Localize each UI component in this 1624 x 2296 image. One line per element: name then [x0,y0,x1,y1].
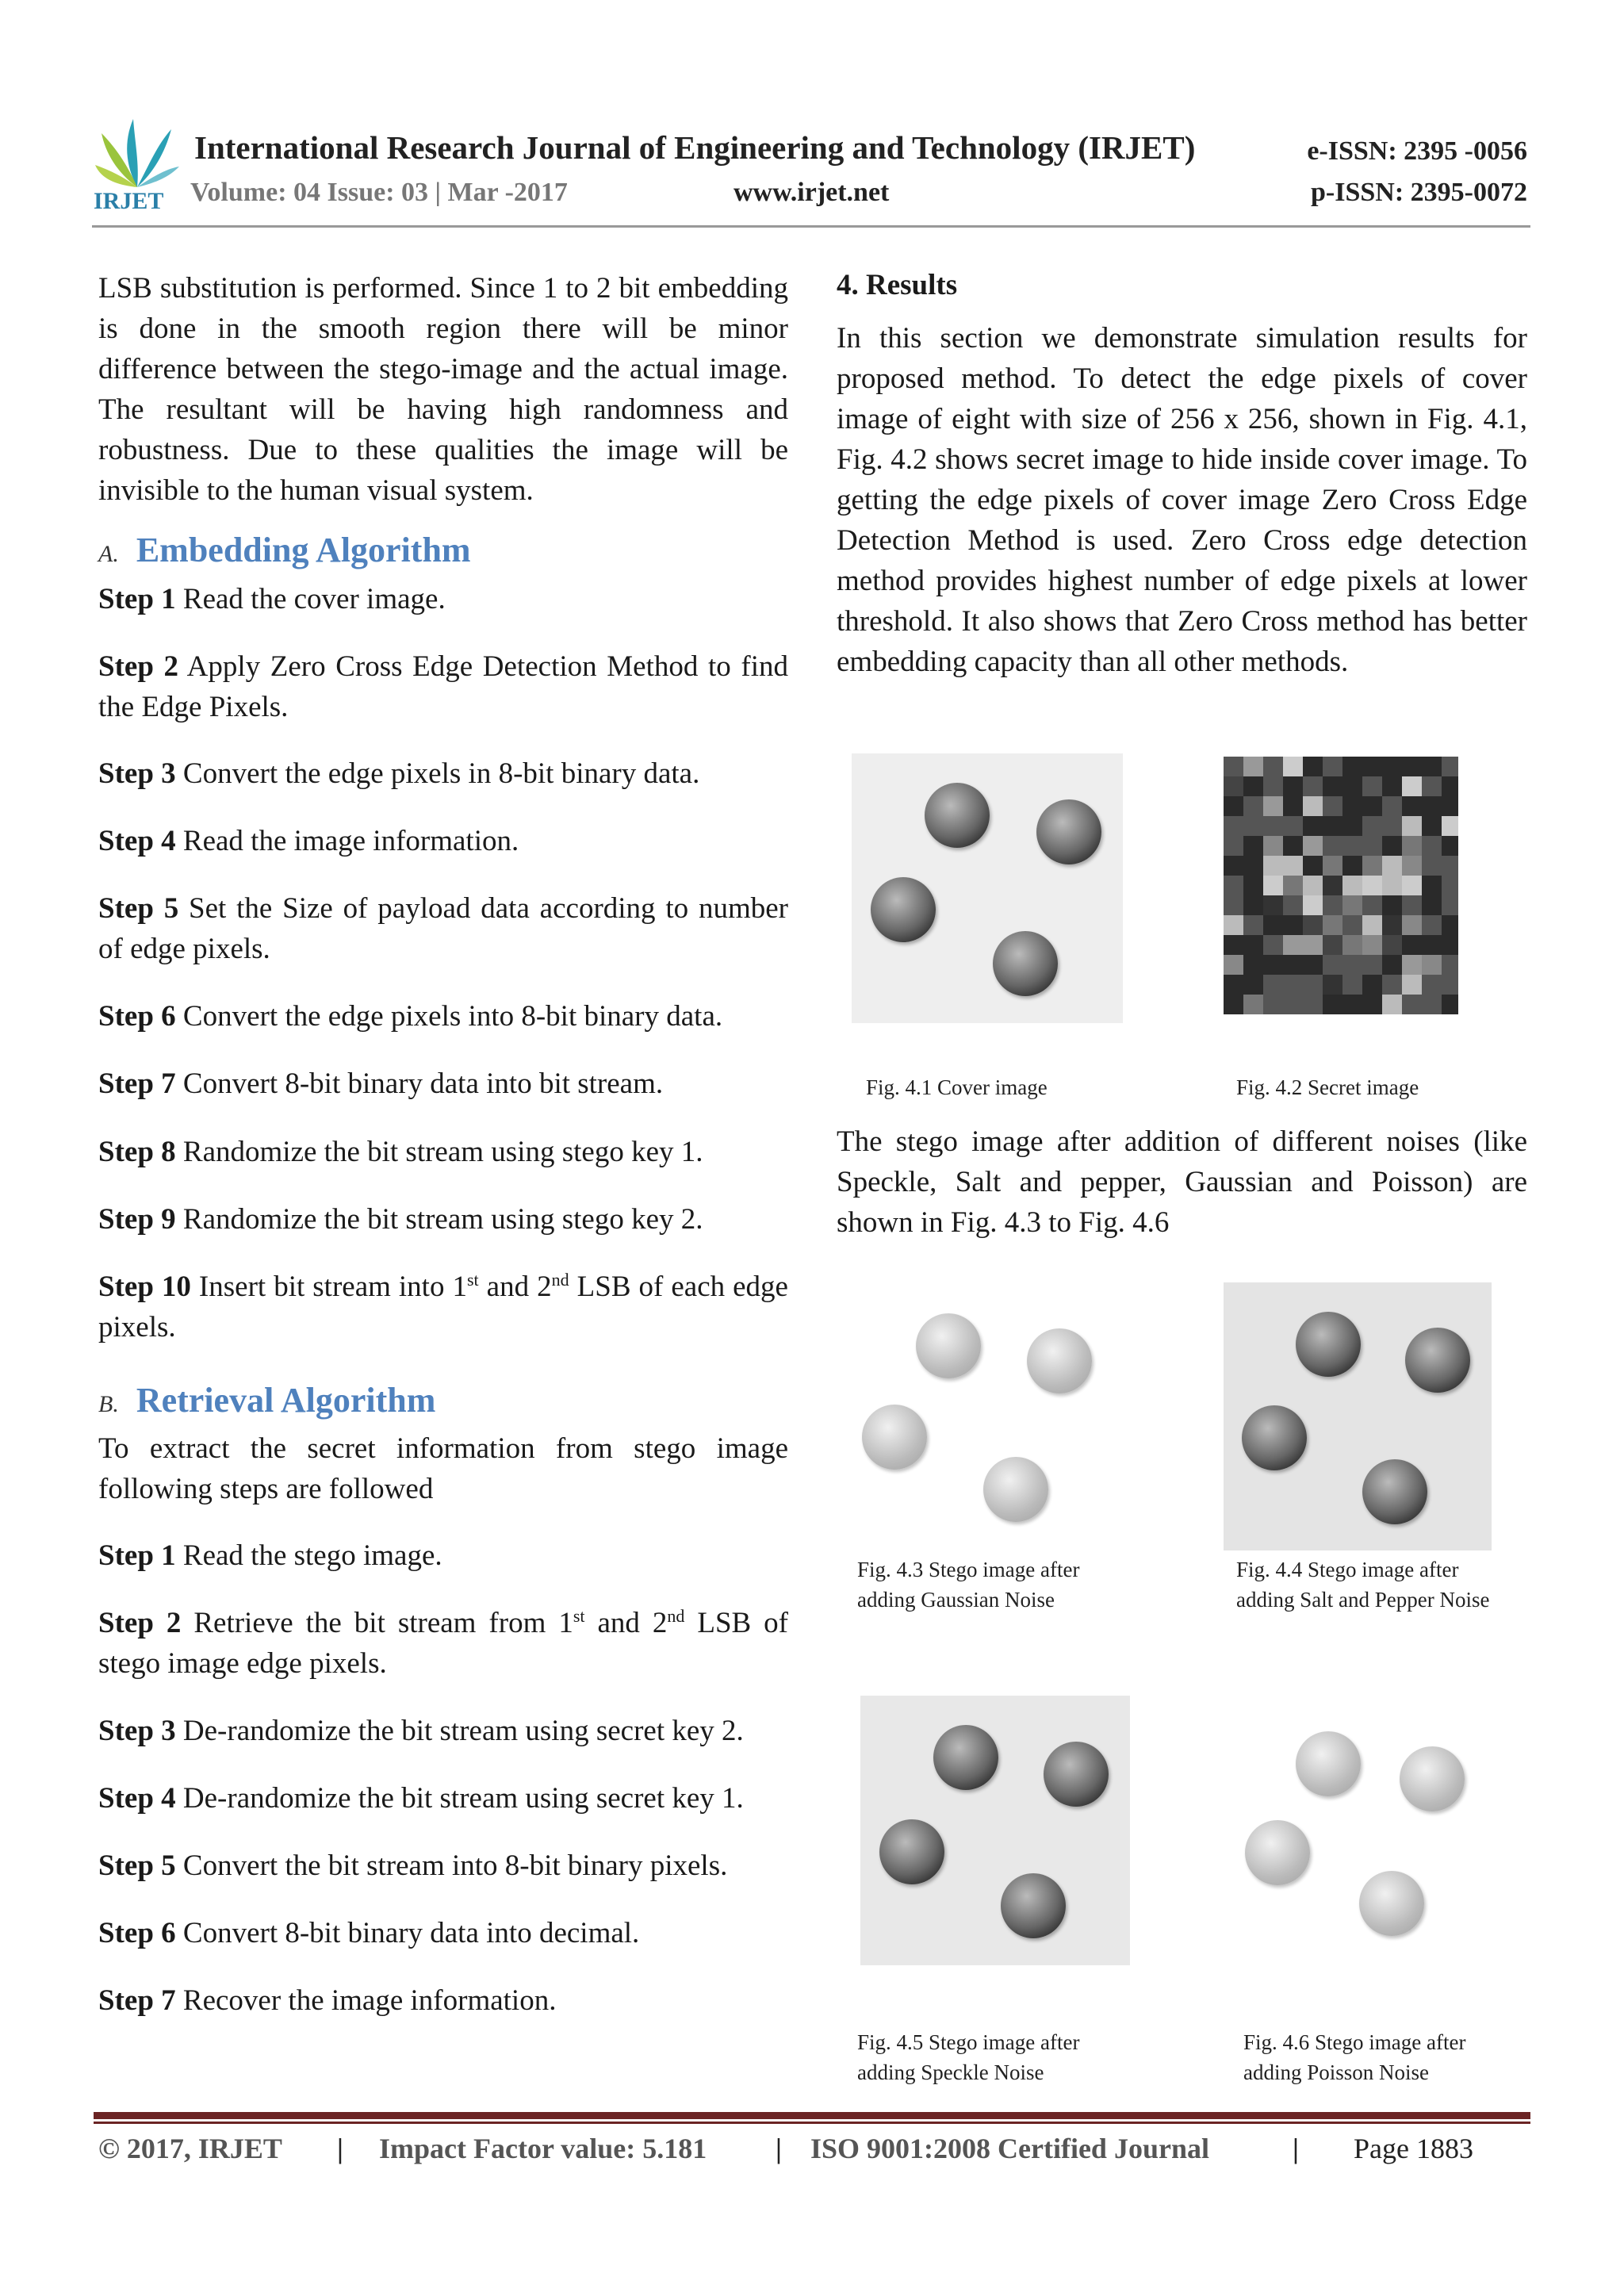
secret-pixel-block [1402,816,1422,836]
fig-4-3-caption: Fig. 4.3 Stego image after adding Gaussian Noise [857,1558,1080,1612]
secret-pixel-block [1283,856,1303,876]
secret-pixel-block [1342,975,1362,995]
coin [983,1457,1048,1522]
secret-pixel-block [1402,995,1422,1014]
section-letter: A. [98,541,119,567]
secret-pixel-block [1342,776,1362,796]
step-text: De-randomize the bit stream using secret key 1. [175,1782,744,1815]
secret-pixel-block [1402,876,1422,895]
coin [1296,1731,1361,1796]
secret-pixel-block [1263,836,1283,856]
secret-pixel-block [1422,915,1442,935]
secret-pixel-block [1342,895,1362,915]
algorithm-step [98,579,788,619]
secret-pixel-block [1342,995,1362,1014]
secret-pixel-block [1422,796,1442,816]
coin [879,1819,944,1884]
coin [1036,799,1101,864]
coin [933,1725,998,1790]
secret-pixel-block [1224,935,1243,955]
secret-pixel-block [1382,975,1402,995]
secret-pixel-block [1442,955,1458,975]
secret-pixel-block [1402,856,1422,876]
volume-issue: Volume: 04 Issue: 03 | Mar -2017 [190,178,568,207]
secret-pixel-block [1362,856,1382,876]
secret-pixel-block [1442,757,1458,776]
secret-pixel-block [1402,836,1422,856]
secret-pixel-block [1342,757,1362,776]
secret-pixel-block [1283,935,1303,955]
secret-pixel-block [1224,975,1243,995]
algorithm-step [98,1267,788,1347]
section-letter: B. [98,1391,119,1417]
secret-pixel-block [1263,955,1283,975]
step-text: Read the cover image. [175,583,446,615]
algorithm-step [98,1199,788,1240]
step-text: Convert 8-bit binary data into bit stream. [175,1068,664,1100]
secret-pixel-block [1303,975,1323,995]
secret-pixel-block [1243,876,1263,895]
secret-pixel-block [1283,836,1303,856]
secret-pixel-block [1263,895,1283,915]
secret-pixel-block [1263,876,1283,895]
secret-pixel-block [1382,776,1402,796]
step-text: Set the Size of payload data according to number of edge pixels. [98,892,788,965]
secret-pixel-block [1283,915,1303,935]
secret-pixel-block [1382,876,1402,895]
algorithm-step [98,888,788,969]
step-text: LSB of stego image edge pixels. [98,1607,788,1680]
embedding-heading [98,530,788,570]
secret-pixel-block [1382,816,1402,836]
secret-pixel-block [1224,955,1243,975]
step-label: Step 1 [98,1539,176,1572]
secret-pixel-block [1442,816,1458,836]
secret-pixel-block [1442,915,1458,935]
fig-4-1-caption: Fig. 4.1 Cover image [866,1075,1048,1099]
secret-pixel-block [1362,776,1382,796]
secret-pixel-block [1442,995,1458,1014]
step-text: LSB of each edge pixels. [98,1271,788,1343]
intro-paragraph: LSB substitution is performed. Since 1 to 2 bit embedding is done in the smooth region there will be minor difference between the stego-image and the actual image. The resultant will be having high randomness and robustness. Due to these qualities the image will be invisible to the human visual system. [98,272,788,507]
coin [1245,1820,1310,1885]
secret-pixel-block [1283,955,1303,975]
secret-pixel-block [1342,796,1362,816]
logo-text: IRJET [94,188,164,214]
step-text: Convert 8-bit binary data into decimal. [175,1917,640,1949]
journal-title: International Research Journal of Engineering and Technology (IRJET) [194,129,1196,166]
fig-4-2-secret-image [1224,757,1458,1014]
step-text: Apply Zero Cross Edge Detection Method to find the Edge Pixels. [98,650,788,723]
irjet-logo [94,117,181,213]
footer-impact-factor: Impact Factor value: 5.181 [379,2133,707,2164]
secret-pixel-block [1402,895,1422,915]
secret-pixel-block [1362,915,1382,935]
secret-pixel-block [1442,895,1458,915]
step-label: Step 3 [98,757,176,790]
secret-pixel-block [1243,895,1263,915]
footer-separator: | [337,2133,343,2164]
footer-separator: | [776,2133,782,2164]
footer-copyright: © 2017, IRJET [98,2133,282,2164]
secret-pixel-block [1442,796,1458,816]
secret-pixel-block [1283,876,1303,895]
secret-pixel-block [1224,757,1243,776]
secret-pixel-block [1243,757,1263,776]
secret-pixel-block [1342,915,1362,935]
footer-separator: | [1293,2133,1299,2164]
footer-iso: ISO 9001:2008 Certified Journal [810,2133,1209,2164]
step-label: Step 7 [98,1068,176,1100]
secret-pixel-block [1323,757,1342,776]
superscript: nd [551,1269,569,1290]
secret-pixel-block [1382,955,1402,975]
secret-pixel-block [1303,955,1323,975]
secret-pixel-block [1263,776,1283,796]
fig-4-6-caption: Fig. 4.6 Stego image after adding Poisson Noise [1243,2030,1466,2084]
noise-paragraph: The stego image after addition of different noises (like Speckle, Salt and pepper, Gaussian and Poisson) are shown in Fig. 4.3 to Fig. 4.6 [837,1125,1527,1239]
secret-pixel-block [1243,915,1263,935]
secret-pixel-block [1243,776,1263,796]
step-text: Retrieve the bit stream from 1 [181,1607,573,1639]
fig-4-4-salt-pepper-image [1224,1282,1492,1550]
step-label: Step 8 [98,1136,176,1168]
secret-pixel-block [1303,895,1323,915]
secret-pixel-block [1342,856,1362,876]
coin [1359,1871,1424,1936]
fig-4-2-caption: Fig. 4.2 Secret image [1236,1075,1419,1099]
algorithm-step [98,996,788,1037]
secret-pixel-block [1224,915,1243,935]
coin [1405,1328,1470,1393]
secret-pixel-block [1422,776,1442,796]
secret-pixel-block [1323,995,1342,1014]
secret-pixel-block [1303,856,1323,876]
secret-pixel-block [1263,935,1283,955]
secret-pixel-block [1323,955,1342,975]
algorithm-step [98,646,788,727]
secret-pixel-block [1243,955,1263,975]
secret-pixel-block [1422,757,1442,776]
secret-pixel-block [1263,856,1283,876]
secret-pixel-block [1283,776,1303,796]
algorithm-step [98,753,788,794]
secret-pixel-block [1323,935,1342,955]
secret-pixel-block [1303,836,1323,856]
secret-pixel-block [1442,776,1458,796]
secret-pixel-block [1224,816,1243,836]
algorithm-step [98,1711,788,1751]
secret-pixel-block [1442,935,1458,955]
logo-leaves-icon [94,117,181,189]
secret-pixel-block [1224,776,1243,796]
step-text: De-randomize the bit stream using secret key 2. [175,1715,744,1747]
secret-pixel-block [1243,796,1263,816]
fig-4-5-speckle-image [860,1696,1130,1965]
superscript: nd [667,1605,685,1626]
secret-pixel-block [1283,975,1303,995]
results-paragraph: In this section we demonstrate simulation results for proposed method. To detect the edge pixels of cover image of eight with size of 256 x 256, shown in Fig. 4.1, Fig. 4.2 shows secret image to hide inside cover image. To getting the edge pixels of cover image Zero Cross Edge Detection Method is used. Zero Cross edge detection method provides highest number of edge pixels at lower threshold. It also shows that Zero Cross method has better embedding capacity than all other methods. [837,322,1527,678]
secret-pixel-block [1323,895,1342,915]
section-title: Embedding Algorithm [136,531,471,569]
p-issn: p-ISSN: 2395-0072 [1311,178,1527,207]
retrieval-intro: To extract the secret information from stego image following steps are followed [98,1432,788,1505]
secret-pixel-block [1303,776,1323,796]
step-label: Step 5 [98,1849,176,1882]
step-text: Insert bit stream into 1 [190,1271,467,1303]
footer-rule-thin [94,2122,1530,2124]
secret-pixel-block [1382,935,1402,955]
secret-pixel-block [1243,816,1263,836]
secret-pixel-block [1382,836,1402,856]
secret-pixel-block [1362,975,1382,995]
step-text: Randomize the bit stream using stego key 2. [175,1203,703,1236]
secret-pixel-block [1422,876,1442,895]
step-label: Step 6 [98,1000,176,1033]
secret-pixel-block [1243,836,1263,856]
algorithm-step [98,1980,788,2021]
secret-pixel-block [1362,757,1382,776]
secret-pixel-block [1362,876,1382,895]
algorithm-step [98,1778,788,1819]
website-link[interactable]: www.irjet.net [733,178,890,207]
secret-pixel-block [1422,935,1442,955]
secret-pixel-block [1402,915,1422,935]
algorithm-step [98,1913,788,1953]
secret-pixel-block [1323,776,1342,796]
secret-pixel-block [1362,816,1382,836]
secret-pixel-block [1422,836,1442,856]
secret-pixel-block [1243,995,1263,1014]
secret-pixel-block [1342,836,1362,856]
secret-pixel-block [1323,975,1342,995]
secret-pixel-block [1303,935,1323,955]
algorithm-step [98,1535,788,1576]
footer-rule [94,2112,1530,2119]
section-title: Retrieval Algorithm [136,1381,436,1420]
step-text: and 2 [584,1607,668,1639]
coin [1044,1742,1109,1807]
secret-pixel-block [1382,915,1402,935]
secret-pixel-block [1283,757,1303,776]
secret-pixel-block [1362,955,1382,975]
secret-pixel-block [1342,955,1362,975]
secret-pixel-block [1243,856,1263,876]
step-label: Step 10 [98,1271,191,1303]
step-text: Randomize the bit stream using stego key 1. [175,1136,703,1168]
header-rule [92,225,1530,228]
step-label: Step 1 [98,583,176,615]
secret-pixel-block [1263,816,1283,836]
results-heading: 4. Results [837,269,958,301]
superscript: st [466,1269,479,1290]
secret-pixel-block [1422,955,1442,975]
secret-pixel-block [1283,895,1303,915]
secret-pixel-block [1283,816,1303,836]
secret-pixel-block [1402,975,1422,995]
secret-pixel-block [1303,915,1323,935]
secret-pixel-block [1402,776,1422,796]
algorithm-step [98,1132,788,1172]
secret-pixel-block [1342,935,1362,955]
fig-4-6-poisson-image [1229,1705,1483,1959]
step-label: Step 6 [98,1917,176,1949]
coin [916,1313,981,1378]
secret-pixel-block [1263,995,1283,1014]
secret-pixel-block [1382,796,1402,816]
algorithm-step [98,1064,788,1104]
secret-pixel-block [1323,856,1342,876]
secret-pixel-block [1342,816,1362,836]
coin [1027,1328,1092,1393]
step-text: Read the image information. [175,825,519,857]
secret-pixel-block [1442,876,1458,895]
secret-pixel-block [1323,796,1342,816]
secret-pixel-block [1283,995,1303,1014]
secret-pixel-block [1442,836,1458,856]
fig-4-3-gaussian-image [843,1286,1113,1547]
secret-pixel-block [1243,975,1263,995]
secret-pixel-block [1323,915,1342,935]
step-text: Convert the edge pixels in 8-bit binary data. [175,757,700,790]
secret-pixel-block [1422,895,1442,915]
secret-pixel-block [1283,796,1303,816]
secret-pixel-block [1224,836,1243,856]
secret-pixel-block [1263,915,1283,935]
fig-4-5-caption: Fig. 4.5 Stego image after adding Speckle Noise [857,2030,1080,2084]
step-label: Step 2 [98,1607,182,1639]
secret-pixel-block [1303,995,1323,1014]
coin [871,877,936,942]
coin [925,783,990,848]
secret-pixel-block [1362,895,1382,915]
footer-page-number: Page 1883 [1354,2133,1473,2164]
secret-pixel-block [1402,796,1422,816]
secret-pixel-block [1442,975,1458,995]
coin [1400,1746,1465,1811]
secret-pixel-block [1382,995,1402,1014]
secret-pixel-block [1243,935,1263,955]
superscript: st [573,1605,585,1626]
secret-pixel-block [1224,895,1243,915]
secret-pixel-block [1224,856,1243,876]
step-text: Read the stego image. [175,1539,442,1572]
coin [862,1405,927,1470]
step-label: Step 4 [98,1782,176,1815]
secret-pixel-block [1342,876,1362,895]
coin [1296,1312,1361,1377]
secret-pixel-block [1422,816,1442,836]
secret-pixel-block [1303,816,1323,836]
secret-pixel-block [1323,876,1342,895]
coin [1001,1873,1066,1938]
fig-4-4-caption: Fig. 4.4 Stego image after adding Salt and Pepper Noise [1236,1558,1490,1612]
secret-pixel-block [1402,757,1422,776]
coin [993,931,1058,996]
secret-pixel-block [1224,876,1243,895]
step-label: Step 2 [98,650,179,683]
step-label: Step 3 [98,1715,176,1747]
step-label: Step 4 [98,825,176,857]
secret-pixel-block [1263,796,1283,816]
e-issn: e-ISSN: 2395 -0056 [1307,136,1527,166]
secret-pixel-block [1224,796,1243,816]
retrieval-heading [98,1380,788,1420]
secret-pixel-block [1402,955,1422,975]
step-text: and 2 [478,1271,552,1303]
fig-4-1-cover-image [852,753,1123,1023]
secret-pixel-block [1362,796,1382,816]
algorithm-step [98,1603,788,1684]
secret-pixel-block [1323,836,1342,856]
coin [1362,1459,1427,1524]
secret-pixel-block [1382,757,1402,776]
algorithm-step [98,821,788,861]
algorithm-step [98,1846,788,1886]
secret-pixel-block [1402,935,1422,955]
secret-pixel-block [1422,856,1442,876]
secret-pixel-block [1303,757,1323,776]
step-text: Convert the bit stream into 8-bit binary pixels. [175,1849,728,1882]
secret-pixel-block [1382,895,1402,915]
secret-pixel-block [1362,995,1382,1014]
secret-pixel-block [1382,856,1402,876]
coin [1242,1405,1307,1470]
secret-pixel-block [1323,816,1342,836]
secret-pixel-block [1422,995,1442,1014]
step-label: Step 5 [98,892,179,925]
secret-pixel-block [1224,995,1243,1014]
secret-pixel-block [1263,975,1283,995]
step-text: Recover the image information. [175,1984,557,2017]
secret-pixel-block [1422,975,1442,995]
step-label: Step 7 [98,1984,176,2017]
secret-pixel-block [1303,876,1323,895]
secret-pixel-block [1362,935,1382,955]
secret-pixel-block [1263,757,1283,776]
secret-pixel-block [1362,836,1382,856]
step-label: Step 9 [98,1203,176,1236]
secret-pixel-block [1442,856,1458,876]
secret-pixel-block [1303,796,1323,816]
step-text: Convert the edge pixels into 8-bit binary data. [175,1000,723,1033]
